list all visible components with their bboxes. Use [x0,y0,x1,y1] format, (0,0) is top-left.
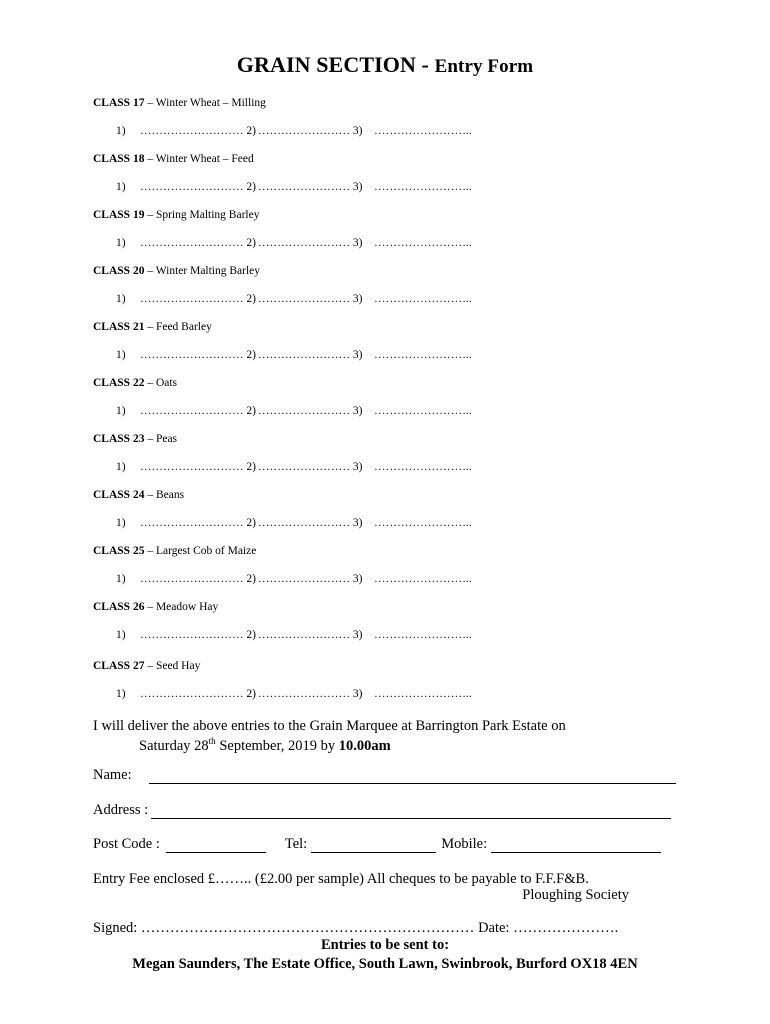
entry-slot-1[interactable]: ……………………… 2) [140,181,256,193]
class-description: – Winter Malting Barley [144,265,261,277]
entry-slot-1[interactable]: ……………………… 2) [140,461,256,473]
entry-line[interactable] [116,405,472,417]
class-number: CLASS 18 [93,153,145,165]
entry-slot-3[interactable]: …………………….. [374,405,472,417]
entry-slot-2[interactable]: …………………… 3) [258,237,363,249]
entry-slot-2[interactable]: …………………… 3) [258,349,363,361]
declaration-date-prefix: Saturday 28 [139,737,209,754]
class-description: – Winter Wheat – Feed [144,153,254,165]
class-number: CLASS 24 [93,489,145,501]
class-heading [93,433,177,445]
mobile-label: Mobile: [441,836,488,852]
contact-row [93,836,661,853]
date-label[interactable]: Date: …………………. [474,920,619,936]
class-description: – Winter Wheat – Milling [144,97,266,109]
entry-slot-1[interactable]: ……………………… 2) [140,405,256,417]
entry-number: 1) [116,125,126,137]
class-number: CLASS 20 [93,265,145,277]
entry-number: 1) [116,688,126,700]
entry-number: 1) [116,181,126,193]
entry-slot-2[interactable]: …………………… 3) [258,517,363,529]
entry-line[interactable] [116,125,472,137]
declaration-date-sup: th [208,736,216,746]
entry-slot-3[interactable]: …………………….. [374,688,472,700]
signature-row [93,920,618,937]
class-description: – Spring Malting Barley [144,209,260,221]
class-number: CLASS 21 [93,321,145,333]
entry-slot-3[interactable]: …………………….. [374,237,472,249]
declaration-time: 10.00am [338,737,391,754]
entry-slot-1[interactable]: ……………………… 2) [140,237,256,249]
entry-slot-1[interactable]: ……………………… 2) [140,629,256,641]
class-heading [93,265,260,277]
address-field[interactable] [151,804,671,819]
entry-slot-1[interactable]: ……………………… 2) [140,688,256,700]
entry-slot-2[interactable]: …………………… 3) [258,181,363,193]
class-description: – Peas [144,433,178,445]
class-description: – Oats [144,377,178,389]
entry-slot-2[interactable]: …………………… 3) [258,688,363,700]
entry-slot-3[interactable]: …………………….. [374,461,472,473]
signed-label[interactable]: Signed: …………………………………………………………… [93,920,475,936]
class-heading [93,97,266,109]
entry-slot-2[interactable]: …………………… 3) [258,293,363,305]
class-description: – Beans [144,489,185,501]
class-number: CLASS 26 [93,601,145,613]
class-description: – Largest Cob of Maize [144,545,257,557]
entry-slot-1[interactable]: ……………………… 2) [140,125,256,137]
class-description: – Meadow Hay [144,601,219,613]
entry-number: 1) [116,293,126,305]
entry-number: 1) [116,573,126,585]
send-to-heading: Entries to be sent to: [320,937,450,953]
tel-field[interactable] [311,838,436,853]
class-number: CLASS 22 [93,377,145,389]
form-title [0,52,770,78]
entry-number: 1) [116,405,126,417]
entry-line[interactable] [116,237,472,249]
entry-line[interactable] [116,573,472,585]
class-heading [93,660,200,672]
class-heading [93,209,259,221]
entry-line[interactable] [116,688,472,700]
class-heading [93,153,254,165]
class-number: CLASS 25 [93,545,145,557]
entry-slot-3[interactable]: …………………….. [374,349,472,361]
declaration-line-2 [139,736,391,755]
class-number: CLASS 17 [93,97,145,109]
class-heading [93,489,184,501]
class-heading [93,545,256,557]
declaration-line-1: I will deliver the above entries to the Grain Marquee at Barrington Park Estate on [93,718,566,734]
entry-slot-3[interactable]: …………………….. [374,573,472,585]
class-description: – Feed Barley [144,321,212,333]
entry-slot-1[interactable]: ……………………… 2) [140,517,256,529]
entry-line[interactable] [116,461,472,473]
address-label: Address : [93,802,149,818]
postcode-field[interactable] [166,838,266,853]
title-sub: Entry Form [434,56,534,77]
fee-line-1: Entry Fee enclosed £…….. (£2.00 per sample) All cheques to be payable to F.F.F&B. [93,871,589,887]
entry-number: 1) [116,461,126,473]
postcode-label: Post Code : [93,836,160,852]
class-number: CLASS 23 [93,433,145,445]
entry-number: 1) [116,517,126,529]
entry-slot-3[interactable]: …………………….. [374,125,472,137]
address-row [93,802,671,819]
class-number: CLASS 19 [93,209,145,221]
entry-line[interactable] [116,629,472,641]
mobile-field[interactable] [491,838,661,853]
entry-slot-2[interactable]: …………………… 3) [258,461,363,473]
entry-number: 1) [116,349,126,361]
class-heading [93,321,212,333]
entry-slot-3[interactable]: …………………….. [374,293,472,305]
entry-line[interactable] [116,349,472,361]
entry-line[interactable] [116,517,472,529]
name-row [93,767,676,784]
entry-slot-2[interactable]: …………………… 3) [258,629,363,641]
send-to-address: Megan Saunders, The Estate Office, South Lawn, Swinbrook, Burford OX18 4EN [132,956,638,972]
name-field[interactable] [149,769,676,784]
class-number: CLASS 27 [93,660,145,672]
entry-line[interactable] [116,293,472,305]
entry-slot-2[interactable]: …………………… 3) [258,405,363,417]
entry-slot-3[interactable]: …………………….. [374,517,472,529]
fee-line-2: Ploughing Society [522,887,629,903]
entry-slot-1[interactable]: ……………………… 2) [140,293,256,305]
name-label: Name: [93,767,132,783]
declaration-date-rest: September, 2019 by [215,737,339,754]
tel-label: Tel: [284,836,308,852]
entry-slot-3[interactable]: …………………….. [374,629,472,641]
class-description: – Seed Hay [144,660,201,672]
entry-number: 1) [116,237,126,249]
entry-slot-1[interactable]: ……………………… 2) [140,349,256,361]
entry-slot-1[interactable]: ……………………… 2) [140,573,256,585]
entry-slot-3[interactable]: …………………….. [374,181,472,193]
entry-slot-2[interactable]: …………………… 3) [258,573,363,585]
entry-slot-2[interactable]: …………………… 3) [258,125,363,137]
entry-line[interactable] [116,181,472,193]
class-heading [93,377,177,389]
title-main: GRAIN SECTION - [236,52,435,77]
entry-number: 1) [116,629,126,641]
class-heading [93,601,218,613]
